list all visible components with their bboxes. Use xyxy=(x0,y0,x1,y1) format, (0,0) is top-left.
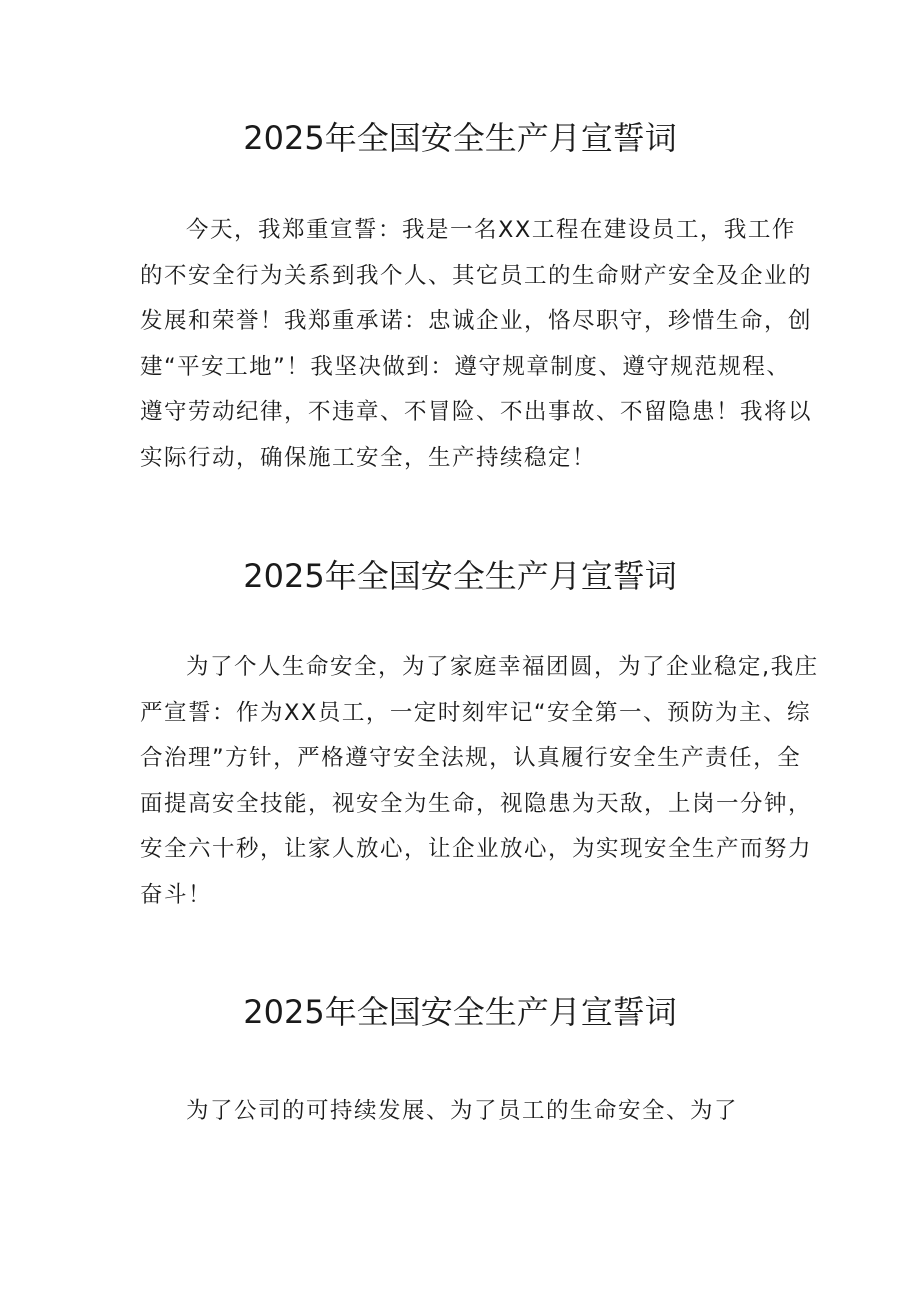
section-3-body xyxy=(140,1089,790,1135)
section-2-title: 2025年全国安全生产月宣誓词 xyxy=(243,557,677,595)
body-line: 为了公司的可持续发展、为了员工的生命安全、为了 xyxy=(186,1098,739,1124)
body-line: 安全六十秒，让家人放心，让企业放心，为实现安全生产而努力 xyxy=(140,836,813,862)
section-1-title: 2025年全国安全生产月宣誓词 xyxy=(243,119,677,157)
body-line: 实际行动，确保施工安全，生产持续稳定！ xyxy=(140,444,597,471)
section-1-body xyxy=(140,208,813,481)
body-line: 严宣誓：作为XX员工，一定时刻牢记“安全第一、预防为主、综 xyxy=(140,699,811,726)
section-2-body xyxy=(140,645,819,918)
body-line: 奋斗！ xyxy=(140,881,213,908)
body-line: 遵守劳动纪律，不违章、不冒险、不出事故、不留隐患！我将以 xyxy=(140,399,813,425)
body-line: 发展和荣誉！我郑重承诺：忠诚企业，恪尽职守，珍惜生命，创 xyxy=(140,308,813,334)
body-line: 的不安全行为关系到我个人、其它员工的生命财产安全及企业的 xyxy=(140,262,813,289)
body-line: 合治理”方针，严格遵守安全法规，认真履行安全生产责任，全 xyxy=(140,745,802,771)
body-line: 为了个人生命安全，为了家庭幸福团圆，为了企业稳定,我庄 xyxy=(186,654,819,680)
body-line: 今天，我郑重宣誓：我是一名XX工程在建设员工，我工作 xyxy=(186,217,796,243)
section-3-title: 2025年全国安全生产月宣誓词 xyxy=(243,993,677,1031)
body-line: 建“平安工地”！我坚决做到：遵守规章制度、遵守规范规程、 xyxy=(140,353,791,380)
body-line: 面提高安全技能，视安全为生命，视隐患为天敌，上岗一分钟， xyxy=(140,790,813,817)
